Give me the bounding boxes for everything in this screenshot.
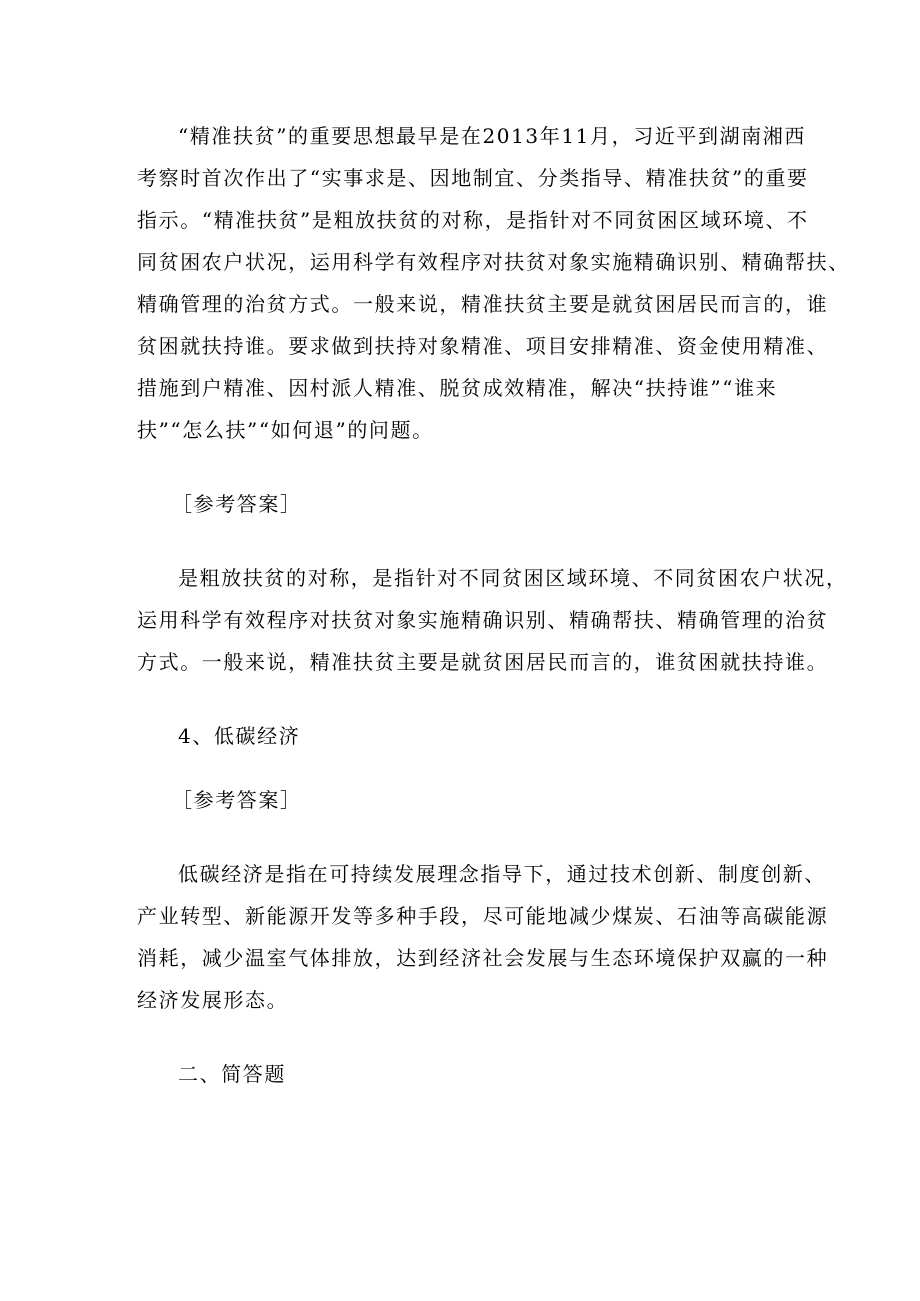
intro-line: 扶”“怎么扶”“如何退”的问题。	[137, 418, 434, 442]
intro-line: 同贫困农户状况，运用科学有效程序对扶贫对象实施精确识别、精确帮扶、	[137, 250, 850, 274]
answer-line: 经济发展形态。	[137, 988, 289, 1012]
answer-line: 产业转型、新能源开发等多种手段，尽可能地减少煤炭、石油等高碳能源	[137, 904, 829, 928]
reference-answer-label: ［参考答案］	[172, 788, 302, 812]
answer-line: 是粗放扶贫的对称，是指针对不同贫困区域环境、不同贫困农户状况，	[178, 566, 848, 590]
reference-answer-label: ［参考答案］	[172, 492, 302, 516]
intro-line: “精准扶贫”的重要思想最早是在2013年11月，习近平到湖南湘西	[178, 124, 806, 148]
answer-line: 方式。一般来说，精准扶贫主要是就贫困居民而言的，谁贫困就扶持谁。	[137, 650, 829, 674]
section-title: 二、简答题	[178, 1062, 286, 1086]
answer-line: 消耗，减少温室气体排放，达到经济社会发展与生态环境保护双赢的一种	[137, 946, 829, 970]
intro-line: 考察时首次作出了“实事求是、因地制宜、分类指导、精准扶贫”的重要	[137, 166, 809, 190]
answer-line: 低碳经济是指在可持续发展理念指导下，通过技术创新、制度创新、	[178, 862, 826, 886]
intro-line: 精确管理的治贫方式。一般来说，精准扶贫主要是就贫困居民而言的，谁	[137, 292, 829, 316]
answer-line: 运用科学有效程序对扶贫对象实施精确识别、精确帮扶、精确管理的治贫	[137, 608, 829, 632]
intro-line: 指示。“精准扶贫”是粗放扶贫的对称，是指针对不同贫困区域环境、不	[137, 208, 809, 232]
section-title: 4、低碳经济	[178, 724, 301, 748]
intro-line: 贫困就扶持谁。要求做到扶持对象精准、项目安排精准、资金使用精准、	[137, 334, 829, 358]
intro-line: 措施到户精准、因村派人精准、脱贫成效精准，解决“扶持谁”“谁来	[137, 376, 778, 400]
